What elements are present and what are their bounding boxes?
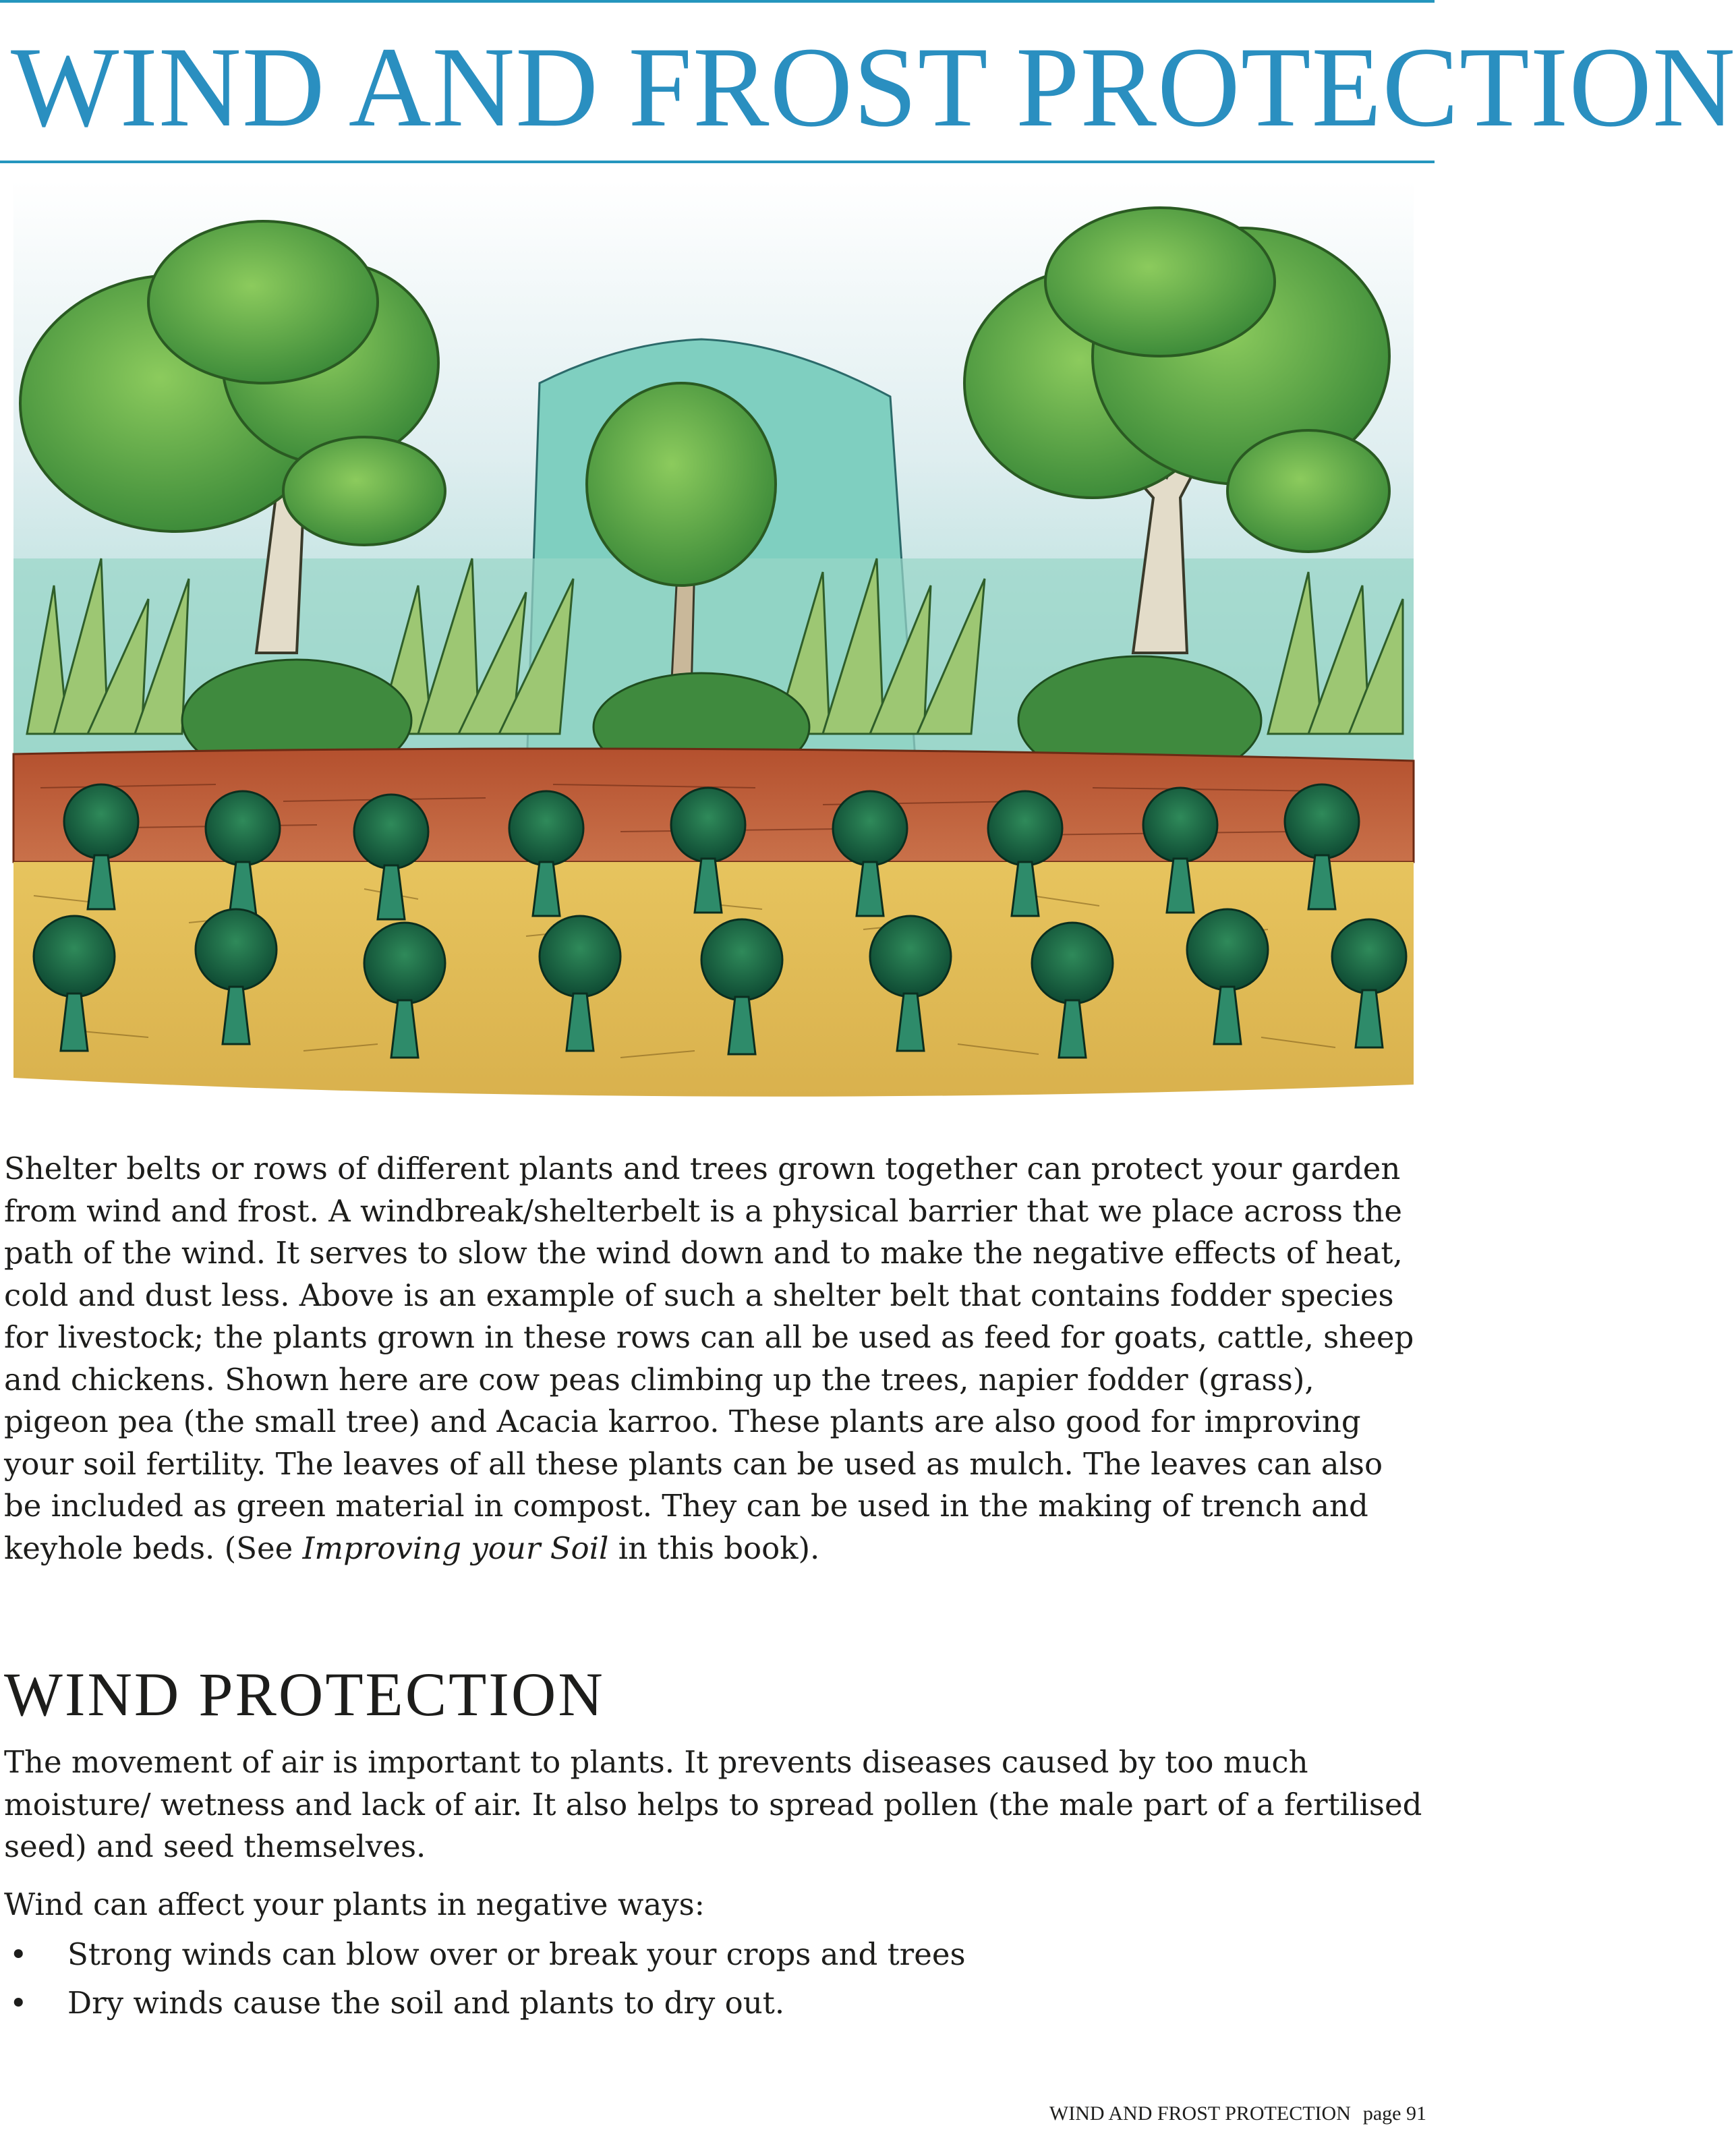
list-item-text: Strong winds can blow over or break your crops and trees (67, 1936, 966, 1972)
page-number: page 91 (1362, 2102, 1426, 2125)
kale-plant-icon (64, 784, 1359, 869)
list-item-text: Dry winds cause the soil and plants to dry out. (67, 1985, 785, 2021)
intro-text: Shelter belts or rows of different plants and trees grown together can protect your garden from wind and frost. A windbreak/shelterbelt is a physical barrier that we place across the path of the wind. It serves to slow the wind down and to make the negative effects of heat, cold and dust less. Above is an example of such a shelter belt that contains fodder species for livestock; the plants grown in these rows can all be used as feed for goats, cattle, sheep and chickens. Shown here are cow peas climbing up the trees, napier fodder (grass), pigeon pea (the small tree) and Acacia karroo. These plants are also good for improving your soil fertility. The leaves of all these plants can be used as mulch. The leaves can also be included as green material in compost. They can be used in the making of trench and keyhole beds. (See (4, 1151, 1414, 1566)
title-underline-rule (0, 161, 1435, 163)
shelter-belt-illustration (13, 181, 1414, 1115)
wind-effects-list (4, 1930, 1420, 2027)
intro-paragraph (4, 1148, 1427, 1570)
bullet-icon: • (9, 1936, 28, 1972)
wind-paragraph: The movement of air is important to plants. It prevents diseases caused by too much moisture/ wetness and lack of air. It also helps to spread pollen (the male part of a fertilised seed) and seed themselves. (4, 1744, 1422, 1864)
section-heading: WIND PROTECTION (4, 1660, 605, 1729)
page-title: WIND AND FROST PROTECTION (11, 24, 1736, 150)
intro-text-end: in this book). (608, 1530, 820, 1566)
page-footer (1049, 2102, 1426, 2125)
footer-section-title: WIND AND FROST PROTECTION (1049, 2102, 1351, 2125)
book-reference-link-text: Improving your Soil (302, 1530, 609, 1566)
bullet-icon: • (9, 1985, 28, 2021)
top-rule (0, 0, 1435, 3)
wind-effects-lead: Wind can affect your plants in negative ways: (4, 1887, 705, 1922)
list-item (4, 1979, 1420, 2027)
list-item (4, 1930, 1420, 1979)
